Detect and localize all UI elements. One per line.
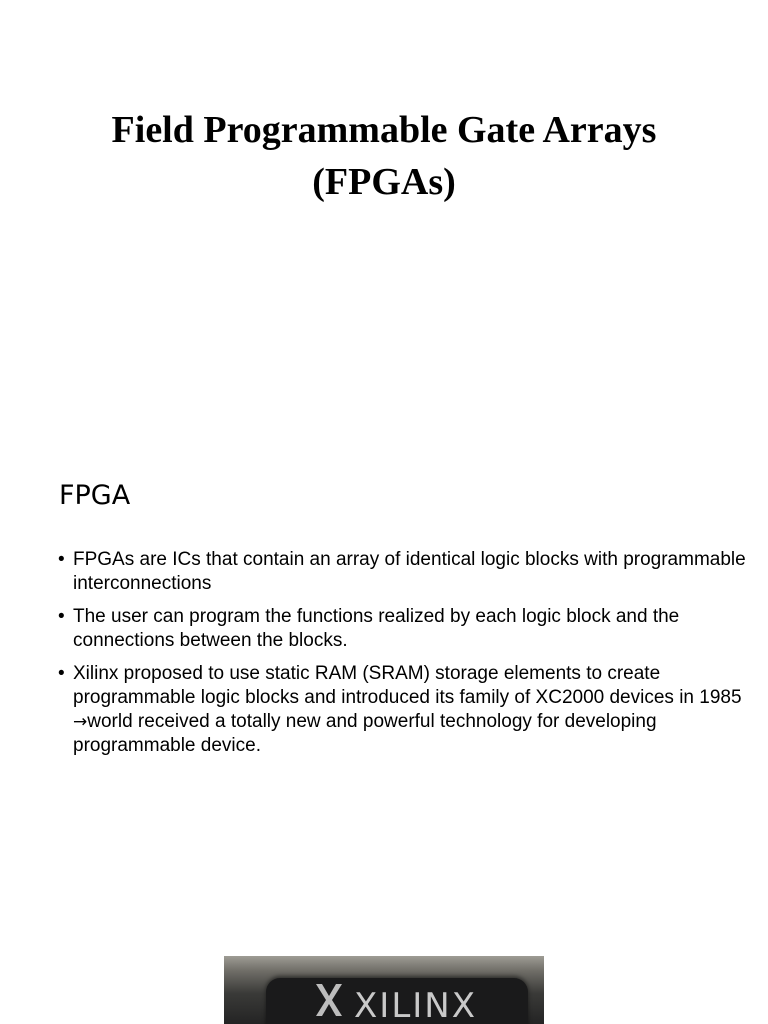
bullet-dot-icon: • xyxy=(58,663,65,684)
bullet-text-after-arrow: world received a totally new and powerful technology for developing programmable device. xyxy=(73,711,657,756)
bullet-text: The user can program the functions realized by each logic block and the connections between the blocks. xyxy=(73,606,680,651)
title-slide xyxy=(0,0,768,410)
bullet-text-before-arrow: Xilinx proposed to use static RAM (SRAM) storage elements to create programmable logic blocks and introduced its family of XC2000 devices in 1985 xyxy=(73,663,742,708)
bullet-item xyxy=(58,548,748,596)
chip-photo-slide xyxy=(0,940,768,1024)
slide-title xyxy=(0,104,768,208)
slide-title-line-1: Field Programmable Gate Arrays xyxy=(111,109,657,151)
bullet-list xyxy=(58,548,748,767)
bullet-dot-icon: • xyxy=(58,549,65,570)
bullet-dot-icon: • xyxy=(58,606,65,627)
xilinx-logo-icon xyxy=(314,980,344,1020)
slide-title-line-2: (FPGAs) xyxy=(312,161,456,203)
xilinx-chip-photo xyxy=(224,956,544,1024)
chip-brand-text: XILINX xyxy=(354,986,478,1024)
right-arrow-icon: → xyxy=(73,712,88,732)
bullet-text: FPGAs are ICs that contain an array of identical logic blocks with programmable interconnections xyxy=(73,549,746,594)
fpga-slide xyxy=(0,440,768,920)
slide-heading: FPGA xyxy=(59,480,131,511)
bullet-item xyxy=(58,605,748,653)
bullet-item xyxy=(58,662,748,758)
